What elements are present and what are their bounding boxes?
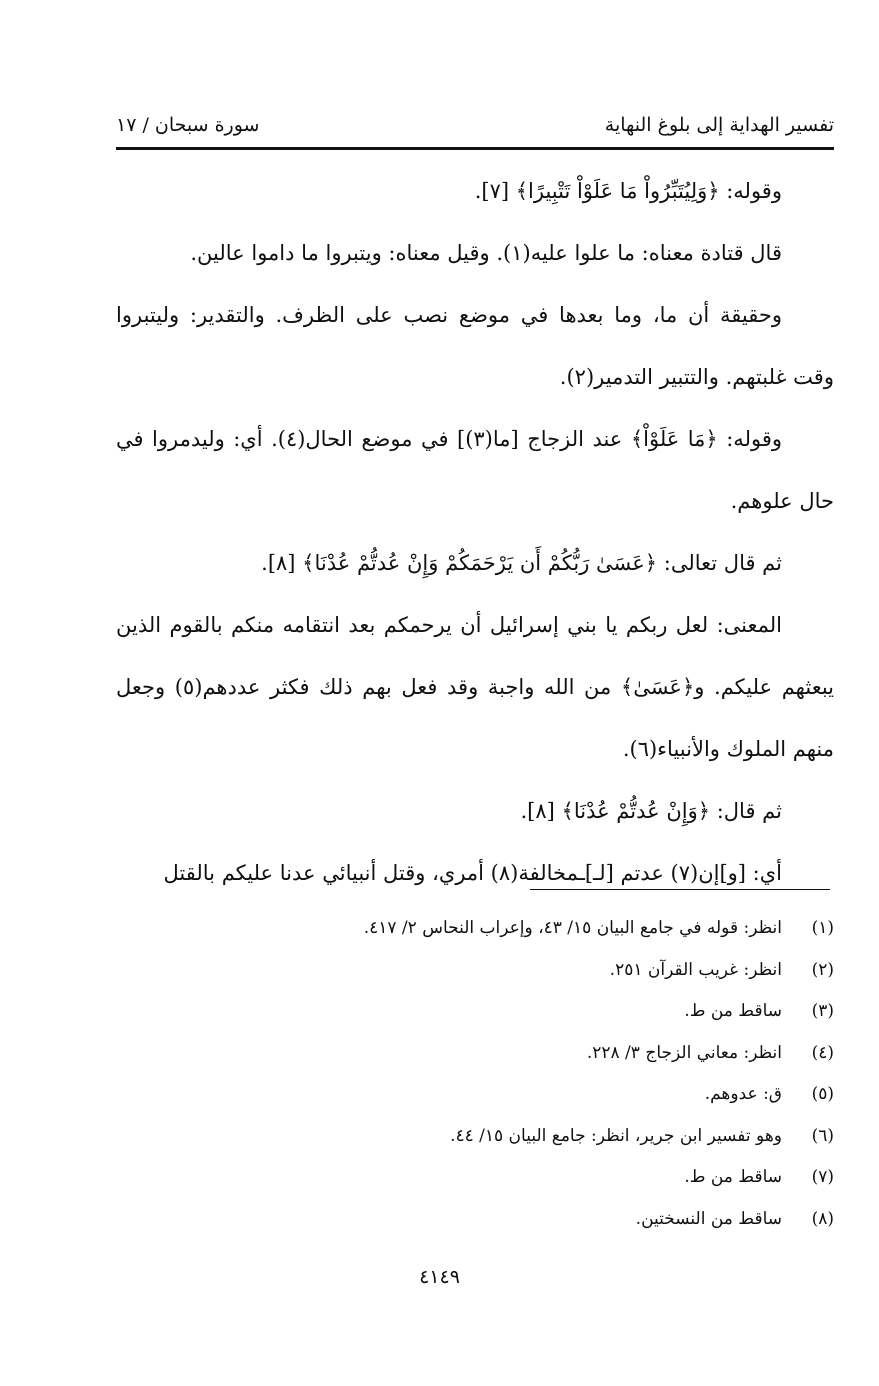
footnote-text: ساقط من النسختين. [635,1208,782,1229]
main-text [116,160,834,904]
footnote-number: (٥) [811,1084,834,1104]
page-number: ٤١٤٩ [419,1266,460,1288]
footnote-text: ق: عدوهم. [704,1084,782,1104]
footnotes [116,908,834,1240]
paragraph: وقوله: ﴿مَا عَلَوْاْ﴾ عند الزجاج [ما(٣)] في موضع الحال(٤). أي: وليدمروا في حال علوهم. [116,427,834,513]
footnote-number: (٢) [811,959,834,980]
footnote [116,1116,834,1158]
paragraph: وحقيقة أن ما، وما بعدها في موضع نصب على الظرف. والتقدير: وليتبروا وقت غلبتهم. والتتبير التدمير(٢). [116,303,834,389]
footnote-number: (٤) [811,1042,834,1063]
footnote-number: (٨) [811,1208,834,1229]
paragraph: وقوله: ﴿وَلِيُتَبِّرُواْ مَا عَلَوْاْ تَتْبِيرًا﴾ [٧]. [474,179,782,203]
footnote-number: (٣) [811,1001,834,1021]
footnote-text: وهو تفسير ابن جرير، انظر: جامع البيان ١٥/ ٤٤. [450,1125,782,1146]
footnote-text: انظر: غريب القرآن ٢٥١. [609,959,782,980]
paragraph: ثم قال تعالى: ﴿عَسَىٰ رَبُّكُمْ أَن يَرْحَمَكُمْ وَإِنْ عُدتُّمْ عُدْنَا﴾ [٨]. [261,551,782,575]
paragraph: ثم قال: ﴿وَإِنْ عُدتُّمْ عُدْنَا﴾ [٨]. [520,799,782,823]
footnote-number: (٦) [811,1125,834,1146]
header-rule [116,147,834,150]
footnote-rule [530,889,830,890]
footnote [116,1074,834,1116]
footnote [116,1033,834,1075]
footnote-number: (١) [811,918,834,938]
footnote-text: ساقط من ط. [684,1167,782,1187]
paragraph: المعنى: لعل ربكم يا بني إسرائيل أن يرحمكم بعد انتقامه منكم بالقوم الذين يبعثهم عليكم. و﴿عَسَىٰ﴾ من الله واجبة وقد فعل بهم ذلك فكثر عددهم(٥) وجعل منهم الملوك والأنبياء(٦). [116,613,835,761]
paragraph: أي: [و]إن(٧) عدتم [لـ]ـمخالفة(٨) أمري، وقتل أنبيائي عدنا عليكم بالقتل [163,861,782,885]
book-title: تفسير الهداية إلى بلوغ النهاية [604,114,834,136]
footnote [116,991,834,1033]
footnote-number: (٧) [811,1167,834,1187]
footnote [116,908,834,950]
footnote [116,950,834,992]
footnote-text: ساقط من ط. [684,1001,782,1021]
footnote-text: انظر: معاني الزجاج ٣/ ٢٢٨. [586,1042,782,1063]
footnote [116,1157,834,1199]
paragraph: قال قتادة معناه: ما علوا عليه(١). وقيل معناه: ويتبروا ما داموا عالين. [190,241,782,265]
footnote-text: انظر: قوله في جامع البيان ١٥/ ٤٣، وإعراب النحاس ٢/ ٤١٧. [363,918,782,938]
running-header [116,108,834,144]
surah-label: سورة سبحان / ١٧ [116,114,260,136]
footnote [116,1199,834,1241]
